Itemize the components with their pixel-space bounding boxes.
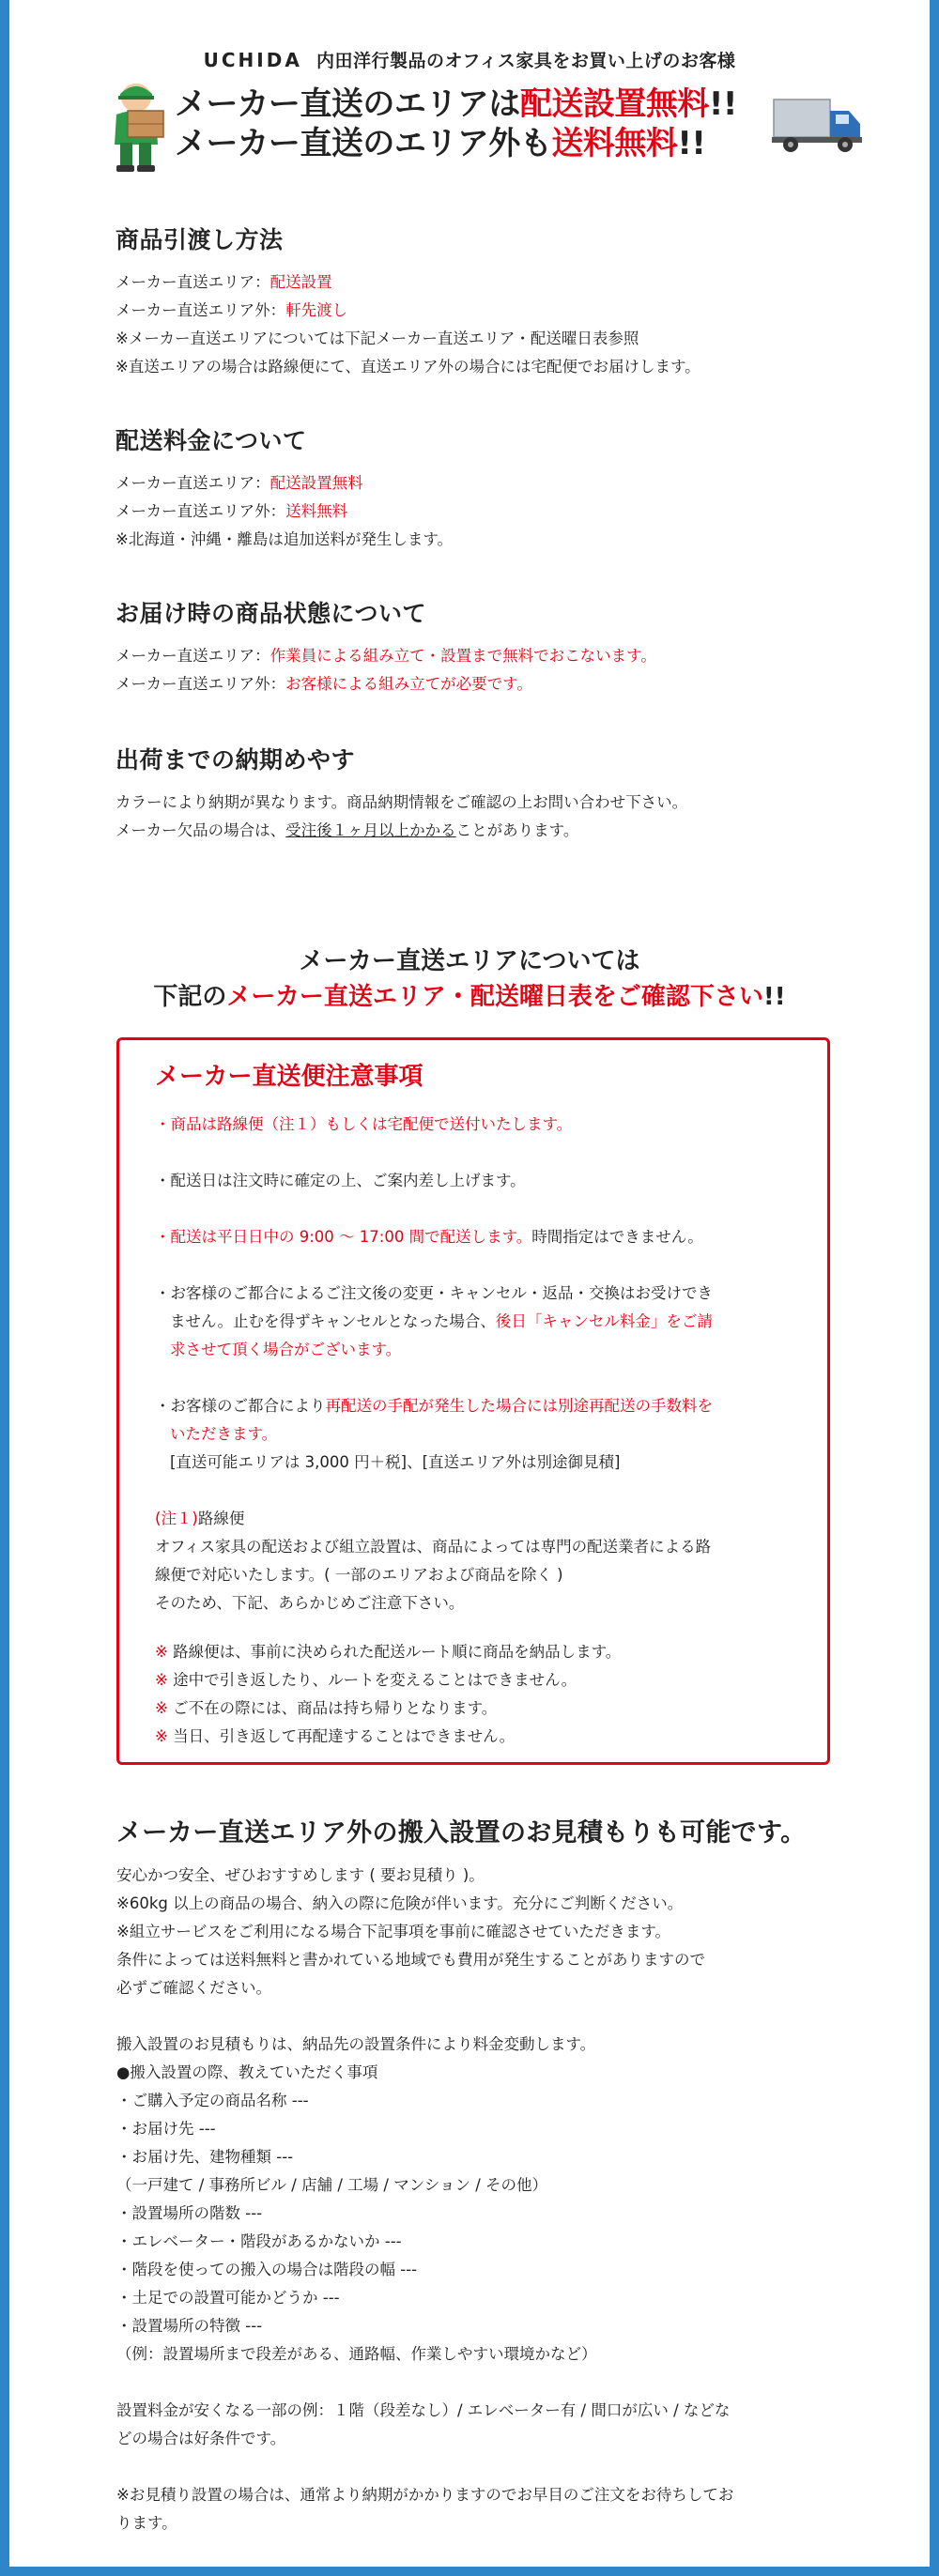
spacer xyxy=(116,2002,849,2031)
line xyxy=(115,297,848,325)
line: ※お見積り設置の場合は、通常より納期がかかりますのでお早目のご注文をお待ちしてお xyxy=(116,2486,734,2504)
line: 必ずご確認ください。 xyxy=(116,1979,271,1997)
text: ・お客様のご都合により xyxy=(155,1397,326,1415)
line: ・設置場所の特徴 --- xyxy=(116,2317,263,2335)
brand-line xyxy=(0,47,939,72)
line: ※直送エリアの場合は路線便にて、直送エリア外の場合には宅配便でお届けします。 xyxy=(115,358,700,376)
note-marker: (注１) xyxy=(155,1510,198,1527)
banner-line-1: メーカー直送エリアについては xyxy=(299,947,640,975)
value: 軒先渡し xyxy=(285,301,348,319)
line: ※メーカー直送エリアについては下記メーカー直送エリア・配送曜日表参照 xyxy=(115,330,639,347)
underlined-text: 受注後１ヶ月以上かかる xyxy=(285,821,456,839)
headline-2-text: メーカー直送のエリア外も xyxy=(175,125,552,162)
caution-line xyxy=(155,1723,793,1751)
section-title: メーカー直送エリア外の搬入設置のお見積もりも可能です。 xyxy=(116,1818,807,1848)
line xyxy=(115,469,848,498)
notice-line: ・配送日は注文時に確定の上、ご案内差し上げます。 xyxy=(155,1172,526,1189)
caution-line xyxy=(155,1638,793,1666)
notice-line: [直送可能エリアは 3,000 円＋税]、[直送エリア外は別途御見積] xyxy=(170,1453,621,1471)
section-delivery-method xyxy=(115,222,848,381)
notice-item xyxy=(155,1167,793,1195)
text: 時間指定はできません。 xyxy=(531,1228,703,1246)
value: 送料無料 xyxy=(285,502,348,520)
headline-1-text: メーカー直送のエリアは xyxy=(175,85,520,123)
section-title: お届け時の商品状態について xyxy=(115,600,427,627)
caution-mark: ※ xyxy=(155,1643,168,1661)
line xyxy=(115,268,848,297)
line: 安心かつ安全、ぜひおすすめします ( 要お見積り )。 xyxy=(116,1866,485,1884)
notice-item xyxy=(155,1392,793,1477)
notice-line xyxy=(155,1223,793,1251)
line: どの場合は好条件です。 xyxy=(116,2430,286,2447)
value: 配送設置 xyxy=(269,273,332,291)
section-shipping-fee xyxy=(115,422,848,554)
caution-mark: ※ xyxy=(155,1699,168,1717)
caution-text: 路線便は、事前に決められた配送ルート順に商品を納品します。 xyxy=(167,1643,622,1661)
notice-line xyxy=(155,1392,793,1420)
line: ・設置場所の階数 --- xyxy=(116,2204,263,2222)
brand-logo: UCHIDA xyxy=(203,49,302,71)
section-title: 出荷までの納期めやす xyxy=(115,746,356,774)
headline-2-exclaim: !! xyxy=(677,125,706,162)
note-line: オフィス家具の配送および組立設置は、商品によっては専門の配送業者による路 xyxy=(155,1538,712,1556)
section-title: 商品引渡し方法 xyxy=(115,226,284,253)
headline-1-exclaim: !! xyxy=(708,85,737,123)
banner-text: 下記の xyxy=(153,983,227,1011)
highlight: ・配送は平日日中の 9:00 ～ 17:00 間で配送します。 xyxy=(155,1228,532,1246)
headline-line-2 xyxy=(175,124,776,163)
line: ・お届け先、建物種類 --- xyxy=(116,2148,294,2166)
value: お客様による組み立てが必要です。 xyxy=(285,675,532,693)
brand-message: 内田洋行製品のオフィス家具をお買い上げのお客様 xyxy=(316,51,736,71)
caution-mark: ※ xyxy=(155,1727,168,1745)
line: ●搬入設置の際、教えていただく事項 xyxy=(116,2063,378,2081)
line: ・階段を使っての搬入の場合は階段の幅 --- xyxy=(116,2261,418,2278)
line xyxy=(115,670,848,698)
line: 条件によっては送料無料と書かれている地域でも費用が発生することがありますので xyxy=(116,1951,705,1969)
highlight: 後日「キャンセル料金」をご請 xyxy=(495,1312,713,1330)
line: ・エレベーター・階段があるかないか --- xyxy=(116,2232,402,2250)
line: 設置料金が安くなる一部の例：１階（段差なし）/ エレベーター有 / 間口が広い / などな xyxy=(116,2401,731,2419)
note-body xyxy=(155,1533,793,1618)
line: （一戸建て / 事務所ビル / 店舗 / 工場 / マンション / その他） xyxy=(116,2176,548,2194)
notice-line: ・お客様のご都合によるご注文後の変更・キャンセル・返品・交換はお受けでき xyxy=(155,1284,713,1302)
notice-item xyxy=(155,1111,793,1139)
label: メーカー直送エリア外： xyxy=(115,502,286,520)
direct-area-banner xyxy=(0,943,939,1015)
line: ※北海道・沖縄・離島は追加送料が発生します。 xyxy=(115,530,454,548)
headline-line-1 xyxy=(175,84,776,124)
line xyxy=(115,498,848,526)
line xyxy=(115,642,848,670)
note-line: 線便で対応いたします。( 一部のエリアおよび商品を除く ) xyxy=(155,1566,563,1584)
label: メーカー直送エリア： xyxy=(115,474,270,492)
notice-item xyxy=(155,1280,793,1364)
caution-line xyxy=(155,1694,793,1723)
line: ・お届け先 --- xyxy=(116,2120,216,2138)
note-title: 路線便 xyxy=(197,1510,245,1527)
spacer xyxy=(116,2369,849,2397)
notice-line: 求させて頂く場合がございます。 xyxy=(170,1341,402,1358)
banner-highlight: メーカー直送エリア・配送曜日表をご確認下さい xyxy=(226,983,763,1011)
line: ※組立サービスをご利用になる場合下記事項を事前に確認させていただきます。 xyxy=(116,1923,671,1940)
caution-mark: ※ xyxy=(155,1671,168,1689)
notice-box xyxy=(116,1037,830,1765)
text: ません。止むを得ずキャンセルとなった場合、 xyxy=(170,1312,496,1330)
line: 搬入設置のお見積もりは、納品先の設置条件により料金変動します。 xyxy=(116,2035,596,2053)
headline-2-highlight: 送料無料 xyxy=(551,125,678,162)
label: メーカー直送エリア外： xyxy=(115,301,286,319)
banner-exclaim: !! xyxy=(762,983,786,1011)
text: ことがあります。 xyxy=(455,821,579,839)
notice-item xyxy=(155,1223,793,1251)
line: （例：設置場所まで段差がある、通路幅、作業しやすい環境かなど） xyxy=(116,2345,597,2363)
section-lead-time xyxy=(115,742,848,845)
value: 作業員による組み立て・設置まで無料でおこないます。 xyxy=(269,647,656,665)
headline-1-highlight: 配送設置無料 xyxy=(519,85,709,123)
line: ります。 xyxy=(116,2514,177,2532)
notice-line xyxy=(155,1308,793,1336)
note-line: そのため、下記、あらかじめご注意下さい。 xyxy=(155,1594,465,1612)
text: メーカー欠品の場合は、 xyxy=(115,821,286,839)
line: ・土足での設置可能かどうか --- xyxy=(116,2289,340,2307)
value: 配送設置無料 xyxy=(269,474,363,492)
section-title: 配送料金について xyxy=(115,427,307,454)
caution-text: 途中で引き返したり、ルートを変えることはできません。 xyxy=(167,1671,577,1689)
label: メーカー直送エリア： xyxy=(115,273,270,291)
notice-line: いただきます。 xyxy=(170,1425,278,1443)
section-estimate xyxy=(116,1812,849,2538)
label: メーカー直送エリア： xyxy=(115,647,270,665)
delivery-truck-icon xyxy=(772,94,862,154)
notice-line: ・商品は路線便（注１）もしくは宅配便で送付いたします。 xyxy=(155,1115,573,1133)
label: メーカー直送エリア外： xyxy=(115,675,286,693)
caution-line xyxy=(155,1666,793,1694)
line xyxy=(115,817,848,845)
banner-line-2 xyxy=(0,979,939,1015)
highlight: 再配送の手配が発生した場合には別途再配送の手数料を xyxy=(325,1397,713,1415)
line: ・ご購入予定の商品名称 --- xyxy=(116,2092,309,2109)
notice-title: メーカー直送便注意事項 xyxy=(155,1063,423,1091)
delivery-person-icon xyxy=(101,83,171,173)
caution-text: ご不在の際には、商品は持ち帰りとなります。 xyxy=(167,1699,498,1717)
caution-text: 当日、引き返して再配達することはできません。 xyxy=(167,1727,516,1745)
line: カラーにより納期が異なります。商品納期情報をご確認の上お問い合わせ下さい。 xyxy=(115,793,688,811)
line: ※60kg 以上の商品の場合、納入の際に危険が伴います。充分にご判断ください。 xyxy=(116,1894,684,1912)
headline xyxy=(175,84,776,163)
section-product-state xyxy=(115,595,848,698)
spacer xyxy=(116,2453,849,2481)
note-heading xyxy=(155,1505,793,1533)
